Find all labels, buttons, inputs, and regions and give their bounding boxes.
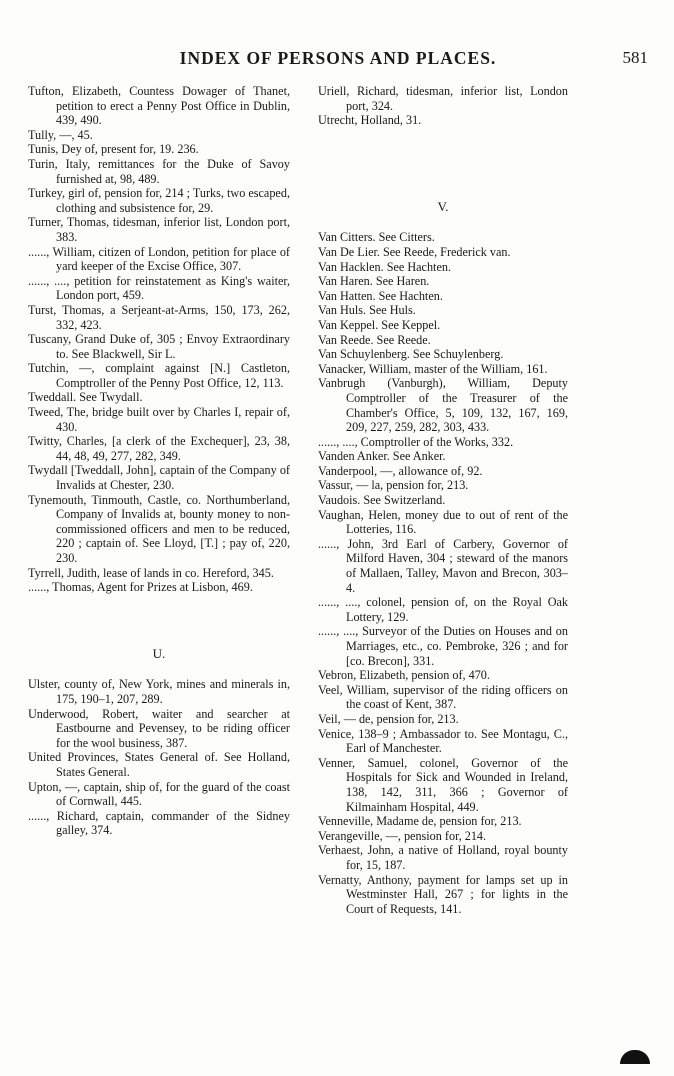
index-entry: Van Reede. See Reede. xyxy=(318,332,431,347)
index-entry: ......, William, citizen of London, petition for place of yard keeper of the Excise Office, 307. xyxy=(28,244,290,274)
index-entry: United Provinces, States General of. See Holland, States General. xyxy=(28,750,290,779)
index-entry: Van Keppel. See Keppel. xyxy=(318,317,441,332)
index-entry: Van Huls. See Huls. xyxy=(318,303,416,318)
index-entry: Tutchin, —, complaint against [N.] Castleton, Comptroller of the Penny Post Office, 12, 113. xyxy=(28,361,290,390)
index-entry: ......, ...., Comptroller of the Works, 332. xyxy=(318,434,514,449)
index-entry: Vanacker, William, master of the William, 161. xyxy=(318,361,548,376)
index-entry: Turst, Thomas, a Serjeant-at-Arms, 150, 173, 262, 332, 423. xyxy=(28,302,290,332)
index-entry: Ulster, county of, New York, mines and minerals in, 175, 190–1, 207, 289. xyxy=(28,677,290,706)
entries-v xyxy=(318,230,568,916)
index-entry: Underwood, Robert, waiter and searcher at Eastbourne and Pevensey, to be riding officer for the wool business, 387. xyxy=(28,706,290,750)
index-entry: Tufton, Elizabeth, Countess Dowager of Thanet, petition to erect a Penny Post Office in Dublin, 439, 490. xyxy=(28,84,290,128)
index-entry: Vanden Anker. See Anker. xyxy=(318,449,446,464)
index-entry: ......, Thomas, Agent for Prizes at Lisbon, 469. xyxy=(28,580,253,595)
index-entry: Vanbrugh (Vanburgh), William, Deputy Comptroller of the Treasurer of the Chamber's Office, 5, 109, 132, 167, 169, 209, 227, 259, 282, 303, 433. xyxy=(318,376,568,435)
index-entry: Van Hatten. See Hachten. xyxy=(318,288,443,303)
section-letter-v: V. xyxy=(437,198,449,214)
entries-u xyxy=(28,677,290,838)
index-entry: Twydall [Tweddall, John], captain of the Company of Invalids at Chester, 230. xyxy=(28,463,290,493)
index-entry: Venice, 138–9 ; Ambassador to. See Montagu, C., Earl of Manchester. xyxy=(318,726,568,756)
index-entry: Upton, —, captain, ship of, for the guard of the coast of Cornwall, 445. xyxy=(28,779,290,809)
index-entry: ......, Richard, captain, commander of the Sidney galley, 374. xyxy=(28,808,290,838)
index-entry: Van Haren. See Haren. xyxy=(318,274,430,289)
index-entry: Tuscany, Grand Duke of, 305 ; Envoy Extraordinary to. See Blackwell, Sir L. xyxy=(28,332,290,361)
index-entry: Van Citters. See Citters. xyxy=(318,230,435,245)
page-number: 581 xyxy=(622,48,648,67)
page-corner-mark xyxy=(620,1050,650,1064)
index-entry: Tunis, Dey of, present for, 19. 236. xyxy=(28,142,199,157)
page-header xyxy=(28,48,648,72)
index-entry: Twitty, Charles, [a clerk of the Exchequer], 23, 38, 44, 48, 49, 277, 282, 349. xyxy=(28,434,290,463)
index-entry: Van Schuylenberg. See Schuylenberg. xyxy=(318,347,504,362)
index-entry: Venner, Samuel, colonel, Governor of the Hospitals for Sick and Wounded in Ireland, 138, 142, 311, 366 ; Governor of Kilmainham Hospital, 449. xyxy=(318,755,568,814)
entries-t xyxy=(28,84,290,595)
index-entry: ......, ...., Surveyor of the Duties on Houses and on Marriages, etc., co. Pembroke, 326 ; and for [co. Brecon], 331. xyxy=(318,624,568,668)
index-entry: Tully, —, 45. xyxy=(28,127,93,142)
index-entry: Veel, William, supervisor of the riding officers on the coast of Kent, 387. xyxy=(318,682,568,712)
index-entry: Van Hacklen. See Hachten. xyxy=(318,259,451,274)
index-entry: Veil, — de, pension for, 213. xyxy=(318,711,459,726)
index-entry: Venneville, Madame de, pension for, 213. xyxy=(318,814,522,829)
section-letter-u: U. xyxy=(152,645,166,661)
index-entry: ......, John, 3rd Earl of Carbery, Governor of Milford Haven, 304 ; steward of the manors of Mallaen, Talley, Mavon and Brecon, 303–4. xyxy=(318,536,568,595)
index-entry: Vaughan, Helen, money due to out of rent of the Lotteries, 116. xyxy=(318,507,568,537)
entries-u-continued xyxy=(318,84,568,128)
left-column xyxy=(28,84,290,838)
index-entry: Verhaest, John, a native of Holland, royal bounty for, 15, 187. xyxy=(318,843,568,872)
running-head: INDEX OF PERSONS AND PLACES. xyxy=(179,48,497,68)
index-entry: ......, ...., colonel, pension of, on the Royal Oak Lottery, 129. xyxy=(318,595,568,624)
index-entry: Tweed, The, bridge built over by Charles I, repair of, 430. xyxy=(28,405,290,434)
index-entry: Vassur, — la, pension for, 213. xyxy=(318,478,469,493)
index-entry: ......, ...., petition for reinstatement as King's waiter, London port, 459. xyxy=(28,273,290,303)
index-entry: Turner, Thomas, tidesman, inferior list, London port, 383. xyxy=(28,215,290,244)
index-entry: Turin, Italy, remittances for the Duke of Savoy furnished at, 98, 489. xyxy=(28,156,290,186)
index-entry: Uriell, Richard, tidesman, inferior list, London port, 324. xyxy=(318,84,568,113)
index-entry: Utrecht, Holland, 31. xyxy=(318,113,422,128)
index-entry: Vaudois. See Switzerland. xyxy=(318,493,446,508)
right-column xyxy=(318,84,568,916)
index-entry: Vebron, Elizabeth, pension of, 470. xyxy=(318,668,490,683)
index-entry: Verangeville, —, pension for, 214. xyxy=(318,828,487,843)
index-entry: Tynemouth, Tinmouth, Castle, co. Northumberland, Company of Invalids at, bounty money to non-commissioned officers and men to be reduced, 220 ; captain of. See Lloyd, [T.] ; pay of, 220, 230. xyxy=(28,492,290,565)
index-entry: Tyrrell, Judith, lease of lands in co. Hereford, 345. xyxy=(28,565,274,580)
index-entry: Vernatty, Anthony, payment for lamps set up in Westminster Hall, 267 ; for lights in the Court of Requests, 141. xyxy=(318,872,568,916)
index-entry: Turkey, girl of, pension for, 214 ; Turks, two escaped, clothing and subsistence for, 29. xyxy=(28,186,290,215)
index-entry: Vanderpool, —, allowance of, 92. xyxy=(318,463,483,478)
index-entry: Van De Lier. See Reede, Frederick van. xyxy=(318,244,511,259)
index-entry: Tweddall. See Twydall. xyxy=(28,390,143,405)
